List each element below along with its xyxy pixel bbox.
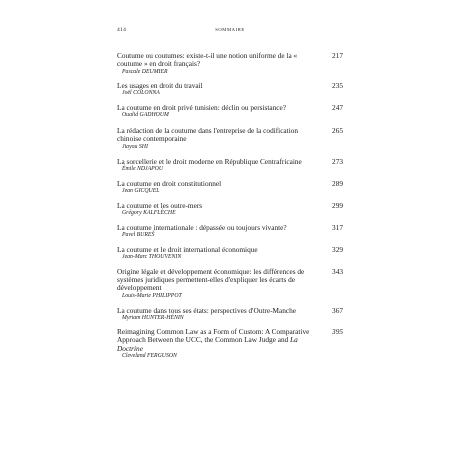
entry-author: Pascale DEUMIER <box>122 68 168 75</box>
toc-entry <box>117 158 343 173</box>
entry-author: Joël COLONNA <box>122 90 160 97</box>
toc-entry <box>117 328 343 359</box>
page-number: 414 <box>117 27 127 33</box>
toc-entry <box>117 202 343 217</box>
toc-entry <box>117 52 343 75</box>
entry-page: 217 <box>332 51 343 60</box>
toc-entry <box>117 246 343 261</box>
toc-entry <box>117 307 343 322</box>
entry-title: La rédaction de la coutume dans l'entreprise de la codification chinoise contemporaine <box>117 125 299 144</box>
toc-entry <box>117 104 343 119</box>
entry-title: Les usages en droit du travail <box>117 81 203 91</box>
toc-entry <box>117 224 343 239</box>
entry-title: Coutume ou coutumes: existe-t-il une notion uniforme de la « coutume » en droit français? <box>117 51 298 69</box>
entry-author: Jean GICQUEL <box>122 188 160 195</box>
entry-title: La sorcellerie et le droit moderne en République Centrafricaine <box>117 157 302 167</box>
entry-page: 367 <box>332 306 343 316</box>
entry-title: La coutume et les outre-mers <box>117 200 203 210</box>
entry-author: Pavel BUREŠ <box>122 232 155 239</box>
toc-entry <box>117 180 343 195</box>
entry-title: La coutume en droit privé tunisien: déclin ou persistance? <box>117 103 286 113</box>
entry-title: La coutume et le droit international économique <box>117 244 258 254</box>
entry-author: Grégory KALFLÈCHE <box>122 210 176 217</box>
entry-title <box>117 328 317 353</box>
toc-entry <box>117 268 343 299</box>
running-head <box>117 27 343 37</box>
entry-author: Myriam HUNTER-HÉNIN <box>122 315 184 322</box>
entry-title-text: Reimagining Common Law as a Form of Custom: A Comparative Approach Between the UCC, the Common Law Judge and <box>117 326 310 345</box>
entry-page: 329 <box>332 244 343 254</box>
entry-author: Jean-Marc THOUVENIN <box>122 254 182 261</box>
entry-page: 235 <box>332 81 343 91</box>
entry-page: 299 <box>332 200 343 210</box>
entry-title-italic: La Doctrine <box>117 335 298 353</box>
entry-author: Louis-Marie PHILIPPOT <box>122 292 182 299</box>
entry-title: La coutume internationale : dépassée ou toujours vivante? <box>117 222 287 232</box>
entry-page: 273 <box>332 157 343 167</box>
entry-page: 289 <box>332 179 343 189</box>
entry-page: 343 <box>332 266 343 276</box>
entry-author: Cleveland FERGUSON <box>122 352 177 359</box>
entry-author: Jiayou SHI <box>122 143 148 150</box>
entry-author: Oualid GADHOUM <box>122 112 169 119</box>
entry-page: 395 <box>332 326 343 336</box>
entry-page: 265 <box>332 125 343 135</box>
entry-title: Origine légale et développement économique: les différences de systèmes juridiques permettent-elles d'expliquer les écarts de développement <box>117 266 305 293</box>
toc-entry <box>117 82 343 97</box>
entry-author: Émile NDJAPOU <box>122 166 164 173</box>
section-title: SOMMAIRE <box>215 27 245 32</box>
entry-page: 247 <box>332 103 343 113</box>
entry-page: 317 <box>332 222 343 232</box>
table-of-contents <box>117 52 343 359</box>
toc-entry <box>117 127 343 150</box>
entry-title: La coutume en droit constitutionnel <box>117 179 222 189</box>
entry-title: La coutume dans tous ses états: perspectives d'Outre-Manche <box>117 306 297 316</box>
